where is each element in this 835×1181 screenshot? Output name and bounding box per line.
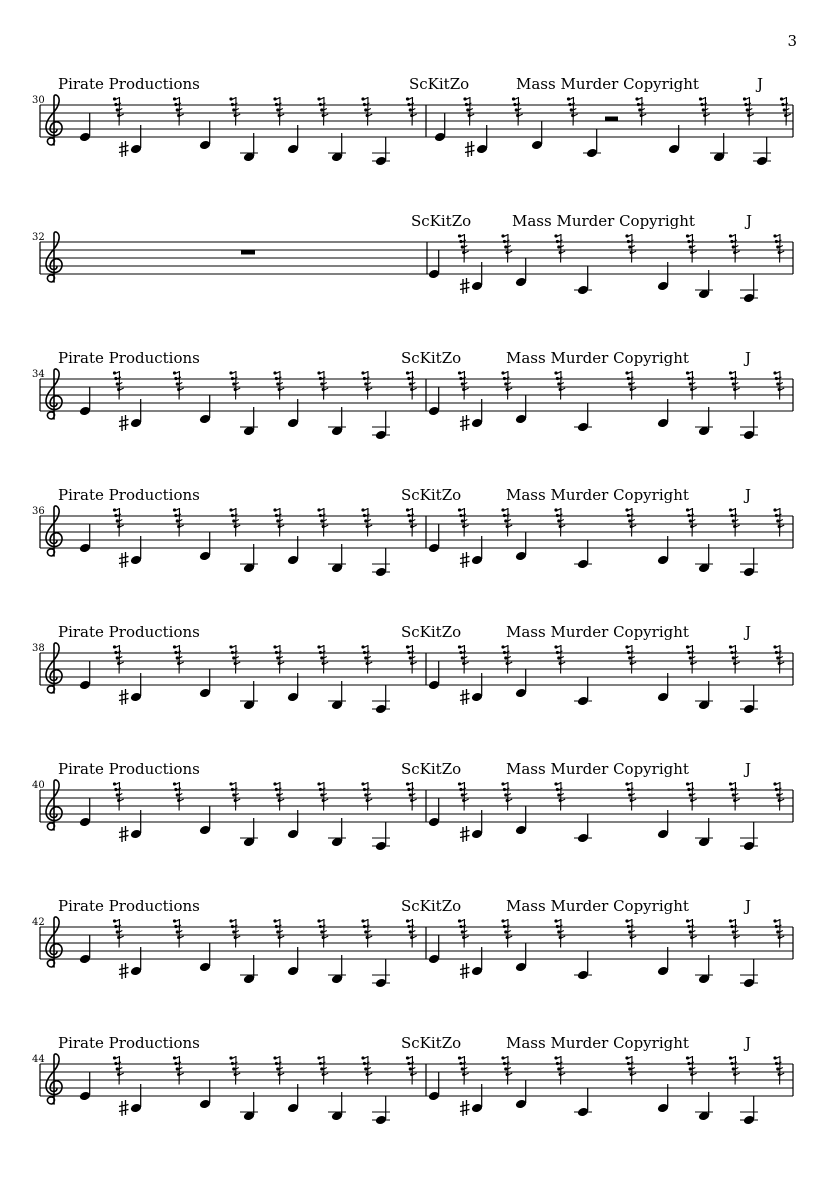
staff-annotation: J bbox=[757, 75, 764, 93]
music-system bbox=[0, 1034, 835, 1134]
note bbox=[740, 548, 758, 577]
note bbox=[79, 661, 91, 690]
note bbox=[574, 814, 592, 843]
staff-annotation: Mass Murder Copyright bbox=[512, 212, 695, 230]
music-system bbox=[0, 760, 835, 860]
staff-annotation: Mass Murder Copyright bbox=[506, 1034, 689, 1052]
staff bbox=[0, 760, 835, 860]
note bbox=[199, 532, 211, 561]
staff-annotation: ScKitZo bbox=[409, 75, 470, 93]
staff-annotation: ScKitZo bbox=[401, 486, 462, 504]
treble-clef-path bbox=[46, 643, 62, 693]
note bbox=[515, 532, 527, 561]
staff-annotation: ScKitZo bbox=[401, 760, 462, 778]
note bbox=[372, 685, 390, 714]
note bbox=[574, 403, 592, 432]
sharp-sign bbox=[460, 278, 470, 294]
note bbox=[515, 1080, 527, 1109]
treble-clef-path bbox=[46, 506, 62, 556]
staff-annotation: ScKitZo bbox=[401, 897, 462, 915]
note bbox=[119, 810, 142, 842]
note bbox=[740, 274, 758, 303]
treble-clef-path bbox=[46, 780, 62, 830]
page-number: 3 bbox=[787, 32, 797, 50]
note bbox=[428, 250, 440, 279]
note bbox=[460, 673, 483, 705]
measure-number: 32 bbox=[32, 232, 45, 243]
note bbox=[460, 1084, 483, 1116]
note bbox=[515, 395, 527, 424]
staff-annotation: Pirate Productions bbox=[58, 760, 200, 778]
note bbox=[460, 262, 483, 294]
sharp-sign bbox=[460, 689, 470, 705]
sharp-sign bbox=[460, 963, 470, 979]
note bbox=[460, 399, 483, 431]
treble-clef-path bbox=[46, 95, 62, 145]
measure-number: 40 bbox=[32, 780, 45, 791]
note bbox=[119, 125, 142, 157]
note bbox=[465, 125, 488, 157]
treble-clef bbox=[46, 917, 62, 967]
staff-annotation: Pirate Productions bbox=[58, 1034, 200, 1052]
note bbox=[199, 943, 211, 972]
note bbox=[428, 1072, 440, 1101]
note bbox=[574, 266, 592, 295]
note bbox=[515, 943, 527, 972]
note bbox=[79, 935, 91, 964]
note bbox=[119, 947, 142, 979]
note bbox=[460, 536, 483, 568]
note bbox=[79, 387, 91, 416]
note bbox=[753, 137, 771, 166]
note bbox=[740, 822, 758, 851]
music-system bbox=[0, 623, 835, 723]
staff-annotation: Pirate Productions bbox=[58, 897, 200, 915]
half-rest bbox=[605, 117, 618, 122]
staff-annotation: Pirate Productions bbox=[58, 623, 200, 641]
staff bbox=[0, 897, 835, 997]
note bbox=[79, 798, 91, 827]
note bbox=[119, 673, 142, 705]
staff-annotation: Mass Murder Copyright bbox=[506, 760, 689, 778]
staff-annotation: Pirate Productions bbox=[58, 75, 200, 93]
treble-clef bbox=[46, 506, 62, 556]
staff-annotation: J bbox=[745, 760, 752, 778]
music-system bbox=[0, 486, 835, 586]
note bbox=[574, 951, 592, 980]
note bbox=[428, 524, 440, 553]
note bbox=[583, 129, 601, 158]
note bbox=[434, 113, 446, 142]
note bbox=[428, 935, 440, 964]
staff bbox=[0, 623, 835, 723]
sharp-sign bbox=[465, 141, 475, 157]
measure-number: 38 bbox=[32, 643, 45, 654]
measure-number: 44 bbox=[32, 1054, 45, 1065]
staff-annotation: Pirate Productions bbox=[58, 486, 200, 504]
treble-clef bbox=[46, 232, 62, 282]
staff-annotation: Pirate Productions bbox=[58, 349, 200, 367]
note bbox=[515, 806, 527, 835]
sharp-sign bbox=[119, 552, 129, 568]
staff-annotation: J bbox=[745, 349, 752, 367]
sharp-sign bbox=[119, 415, 129, 431]
sharp-sign bbox=[460, 826, 470, 842]
note bbox=[740, 959, 758, 988]
note bbox=[740, 1096, 758, 1125]
note bbox=[199, 669, 211, 698]
note bbox=[531, 121, 543, 150]
music-system bbox=[0, 897, 835, 997]
treble-clef bbox=[46, 95, 62, 145]
note bbox=[515, 258, 527, 287]
sharp-sign bbox=[460, 1100, 470, 1116]
treble-clef-path bbox=[46, 369, 62, 419]
note bbox=[372, 411, 390, 440]
note bbox=[199, 1080, 211, 1109]
staff bbox=[0, 486, 835, 586]
note bbox=[740, 411, 758, 440]
note bbox=[79, 524, 91, 553]
staff-annotation: ScKitZo bbox=[401, 1034, 462, 1052]
sharp-sign bbox=[119, 1100, 129, 1116]
sharp-sign bbox=[119, 963, 129, 979]
note bbox=[460, 810, 483, 842]
note bbox=[372, 548, 390, 577]
treble-clef bbox=[46, 643, 62, 693]
treble-clef-path bbox=[46, 232, 62, 282]
measure-number: 42 bbox=[32, 917, 45, 928]
treble-clef-path bbox=[46, 1054, 62, 1104]
whole-rest bbox=[241, 250, 255, 255]
note bbox=[428, 798, 440, 827]
note bbox=[372, 137, 390, 166]
sharp-sign bbox=[460, 552, 470, 568]
treble-clef bbox=[46, 1054, 62, 1104]
measure-number: 36 bbox=[32, 506, 45, 517]
sharp-sign bbox=[119, 826, 129, 842]
note bbox=[199, 395, 211, 424]
staff-annotation: J bbox=[746, 212, 753, 230]
music-system bbox=[0, 212, 835, 312]
note bbox=[119, 399, 142, 431]
staff-annotation: Mass Murder Copyright bbox=[506, 349, 689, 367]
staff bbox=[0, 75, 835, 175]
music-system bbox=[0, 349, 835, 449]
note bbox=[119, 1084, 142, 1116]
staff-annotation: J bbox=[745, 897, 752, 915]
sharp-sign bbox=[119, 141, 129, 157]
staff-annotation: ScKitZo bbox=[401, 623, 462, 641]
staff bbox=[0, 1034, 835, 1134]
treble-clef-path bbox=[46, 917, 62, 967]
note bbox=[372, 1096, 390, 1125]
music-system bbox=[0, 75, 835, 175]
sharp-sign bbox=[460, 415, 470, 431]
note bbox=[515, 669, 527, 698]
note bbox=[574, 540, 592, 569]
note bbox=[199, 806, 211, 835]
note bbox=[79, 113, 91, 142]
note bbox=[574, 677, 592, 706]
note bbox=[79, 1072, 91, 1101]
measure-number: 30 bbox=[32, 95, 45, 106]
note bbox=[199, 121, 211, 150]
staff bbox=[0, 212, 835, 312]
sharp-sign bbox=[119, 689, 129, 705]
measure-number: 34 bbox=[32, 369, 45, 380]
treble-clef bbox=[46, 780, 62, 830]
staff bbox=[0, 349, 835, 449]
note bbox=[574, 1088, 592, 1117]
staff-annotation: Mass Murder Copyright bbox=[506, 897, 689, 915]
staff-annotation: J bbox=[745, 1034, 752, 1052]
note bbox=[428, 387, 440, 416]
note bbox=[372, 822, 390, 851]
note bbox=[428, 661, 440, 690]
note bbox=[740, 685, 758, 714]
staff-annotation: Mass Murder Copyright bbox=[506, 486, 689, 504]
staff-annotation: Mass Murder Copyright bbox=[516, 75, 699, 93]
staff-annotation: ScKitZo bbox=[401, 349, 462, 367]
staff-annotation: J bbox=[745, 623, 752, 641]
staff-annotation: Mass Murder Copyright bbox=[506, 623, 689, 641]
treble-clef bbox=[46, 369, 62, 419]
note bbox=[460, 947, 483, 979]
note bbox=[372, 959, 390, 988]
staff-annotation: ScKitZo bbox=[411, 212, 472, 230]
staff-annotation: J bbox=[745, 486, 752, 504]
note bbox=[119, 536, 142, 568]
